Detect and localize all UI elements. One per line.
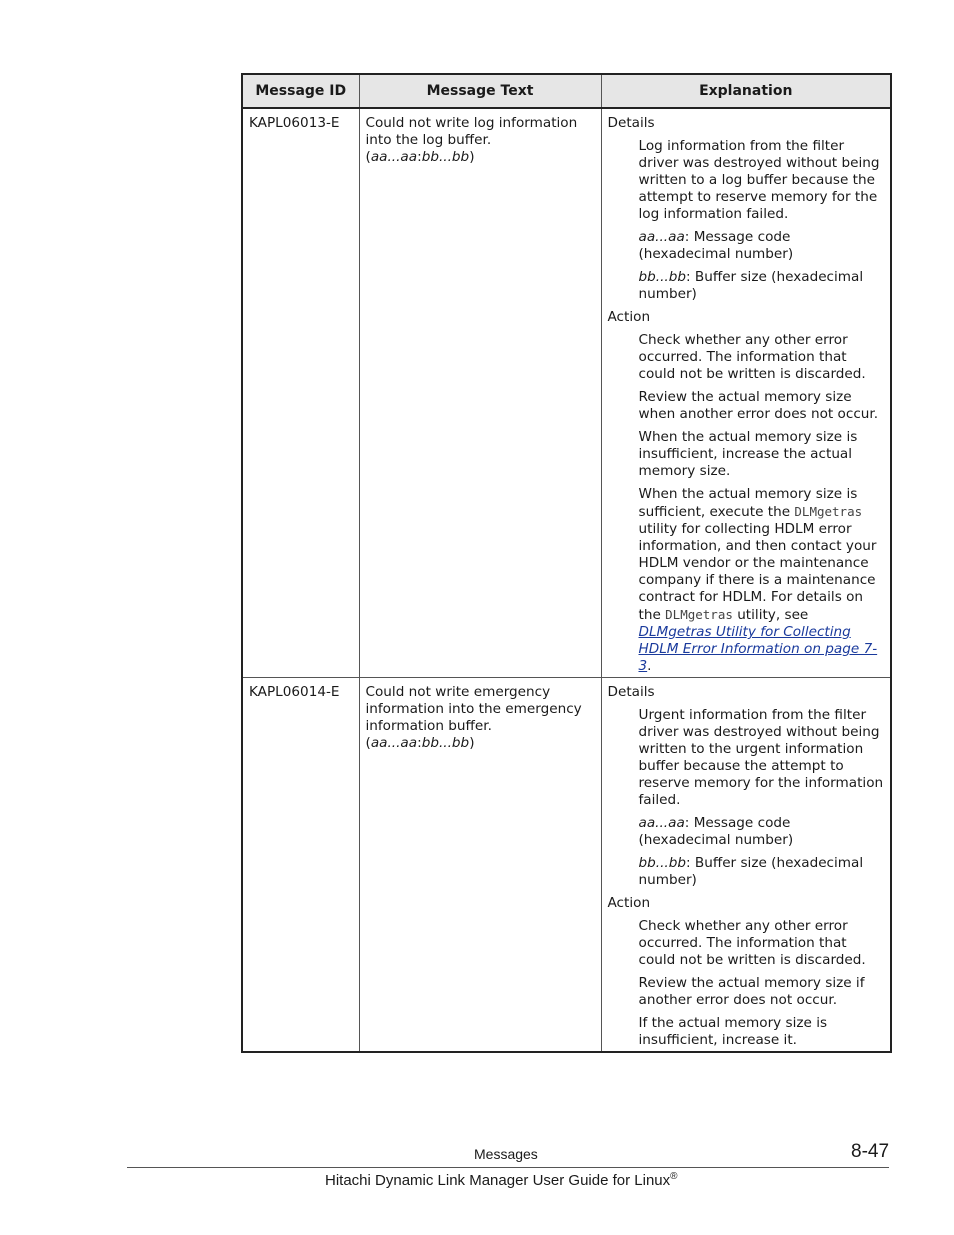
message-text-cell: Could not write emergency information into the emergency information buffer. (aa...aa:bb...bb) [359,678,601,1053]
bb-description: bb...bb: Buffer size (hexadecimal number) [638,269,864,302]
footer-section-title: Messages [474,1146,538,1162]
var-aa: aa...aa [370,149,418,165]
action-item: Check whether any other error occurred. The information that could not be written is discarded. [638,332,866,382]
table-header-row [242,74,891,108]
details-label: Details [607,115,655,131]
bb-description: bb...bb: Buffer size (hexadecimal number) [638,855,864,888]
action-item: If the actual memory size is insufficient, increase it. [638,1015,828,1048]
header-message-text: Message Text [359,74,601,108]
action-label: Action [607,895,651,911]
aa-description: aa...aa: Message code (hexadecimal number) [638,229,794,262]
command-name: DLMgetras [794,504,863,519]
aa-description: aa...aa: Message code (hexadecimal number) [638,815,794,848]
message-id-cell: KAPL06014-E [242,678,359,1053]
table-row [242,108,891,678]
action-item: Review the actual memory size if another error does not occur. [638,975,865,1008]
footer-divider [127,1167,889,1168]
details-label: Details [607,684,655,700]
details-text: Urgent information from the filter driver was destroyed without being written to the urgent information buffer because the attempt to reserve memory for the information failed. [638,707,884,808]
action-item: Check whether any other error occurred. The information that could not be written is discarded. [638,918,866,968]
page-number: 8-47 [851,1141,890,1162]
message-id-cell: KAPL06013-E [242,108,359,678]
message-text: Could not write log information into the log buffer. [365,115,578,148]
var-bb: bb...bb [421,149,470,165]
explanation-cell [601,108,891,678]
var-aa: aa...aa [370,735,418,751]
footer-book-title: Hitachi Dynamic Link Manager User Guide for Linux® [325,1171,678,1189]
action-label: Action [607,309,651,325]
table-row [242,678,891,1053]
message-table [241,73,892,1053]
message-text-cell: Could not write log information into the log buffer. (aa...aa:bb...bb) [359,108,601,678]
message-text: Could not write emergency information into the emergency information buffer. [365,684,582,734]
action-item: Review the actual memory size when another error does not occur. [638,389,879,422]
action-item: When the actual memory size is sufficient, execute the DLMgetras utility for collecting HDLM error information, and then contact your HDLM vendor or the maintenance company if there is a maintenance contract for HDLM. For details on the DLMgetras utility, see DLMgetras Utility for Collecting HDLM Error Information on page 7-3. [638,486,878,674]
command-name: DLMgetras [665,607,733,622]
registered-mark: ® [670,1171,678,1182]
cross-reference-link[interactable]: DLMgetras Utility for Collecting HDLM Error Information on page 7-3 [638,624,878,674]
explanation-cell [601,678,891,1053]
header-explanation: Explanation [601,74,891,108]
action-item: When the actual memory size is insufficient, increase the actual memory size. [638,429,858,479]
details-text: Log information from the filter driver was destroyed without being written to a log buffer because the attempt to reserve memory for the log information failed. [638,138,880,222]
var-bb: bb...bb [421,735,470,751]
header-message-id: Message ID [242,74,359,108]
